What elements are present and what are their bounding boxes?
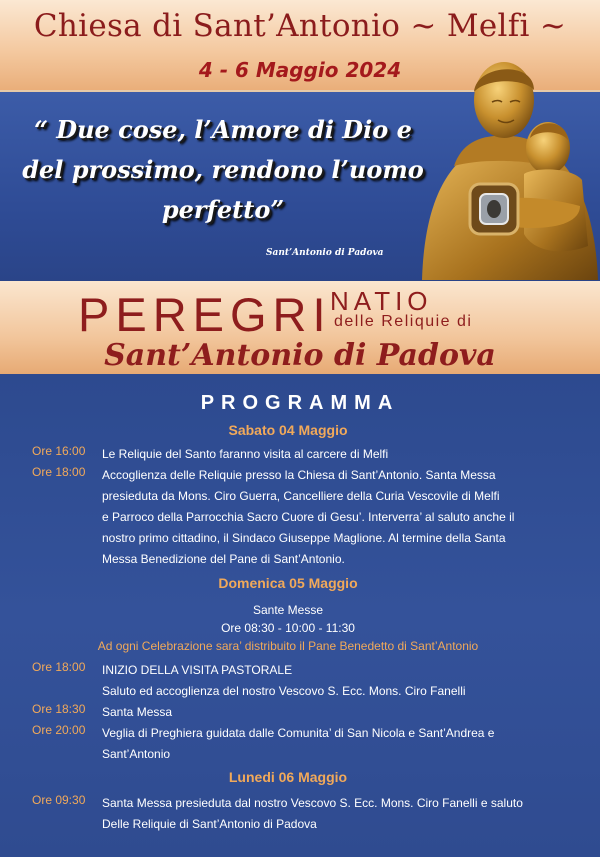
masses-title: Sante Messe [252,603,324,617]
event-time: Ore 20:00 [32,723,86,737]
quote-line: “ Due cose, l’Amore di Dio e [34,115,412,144]
event-dates: 4 - 6 Maggio 2024 [198,58,402,82]
event-line: e Parroco della Parrocchia Sacro Cuore di Gesu’. Interverra’ al saluto anche il [102,510,515,524]
event-line: Messa Benedizione del Pane di Sant’Antonio. [102,552,345,566]
title-peregri: PEREGRI [78,288,332,341]
day-heading: Domenica 05 Maggio [218,575,358,591]
event-line: Santa Messa presieduta dal nostro Vescovo S. Ecc. Mons. Ciro Fanelli e saluto [102,796,523,810]
event-line: Santa Messa [102,705,173,719]
event-line: nostro primo cittadino, il Sindaco Giuseppe Maglione. Al termine della Santa [102,531,506,545]
title-reliquie: delle Reliquie di [334,313,473,330]
event-time: Ore 18:30 [32,702,86,716]
title-saint: Sant’Antonio di Padova [104,338,496,373]
event-line: presieduta da Mons. Ciro Guerra, Cancelliere della Curia Vescovile di Melfi [102,489,500,503]
event-line: Le Reliquie del Santo faranno visita al carcere di Melfi [102,447,389,461]
event-line: Saluto ed accoglienza del nostro Vescovo S. Ecc. Mons. Ciro Fanelli [102,684,466,698]
event-description [102,723,572,765]
church-title: Chiesa di Sant’Antonio ~ Melfi ~ [33,8,567,44]
event-time: Ore 09:30 [32,793,86,807]
event-time: Ore 18:00 [32,660,86,674]
event-line: Delle Reliquie di Sant’Antonio di Padova [102,817,317,831]
quote-text [18,110,428,230]
program-title: PROGRAMMA [200,392,400,414]
masses-times: Ore 08:30 - 10:00 - 11:30 [221,621,355,635]
event-description [102,702,572,723]
day-heading: Lunedi 06 Maggio [228,769,348,785]
quote-line: perfetto” [161,195,285,224]
day-heading: Sabato 04 Maggio [228,422,348,438]
title-natio: NATIO [330,286,433,316]
event-description [102,793,572,835]
event-line: Sant’Antonio [102,747,171,761]
event-line: INIZIO DELLA VISITA PASTORALE [102,663,293,677]
event-description [102,444,572,465]
bread-note: Ad ogni Celebrazione sara’ distribuito il Pane Benedetto di Sant’Antonio [97,639,479,653]
event-time: Ore 18:00 [32,465,86,479]
quote-author: Sant’Antonio di Padova [266,248,384,258]
event-time: Ore 16:00 [32,444,86,458]
event-line: Veglia di Preghiera guidata dalle Comunita’ di San Nicola e Sant’Andrea e [102,726,495,740]
event-line: Accoglienza delle Reliquie presso la Chiesa di Sant’Antonio. Santa Messa [102,468,496,482]
event-description [102,465,572,570]
quote-line: del prossimo, rendono l’uomo [22,155,424,184]
event-description [102,660,572,702]
saint-anthony-statue-icon [412,56,600,280]
